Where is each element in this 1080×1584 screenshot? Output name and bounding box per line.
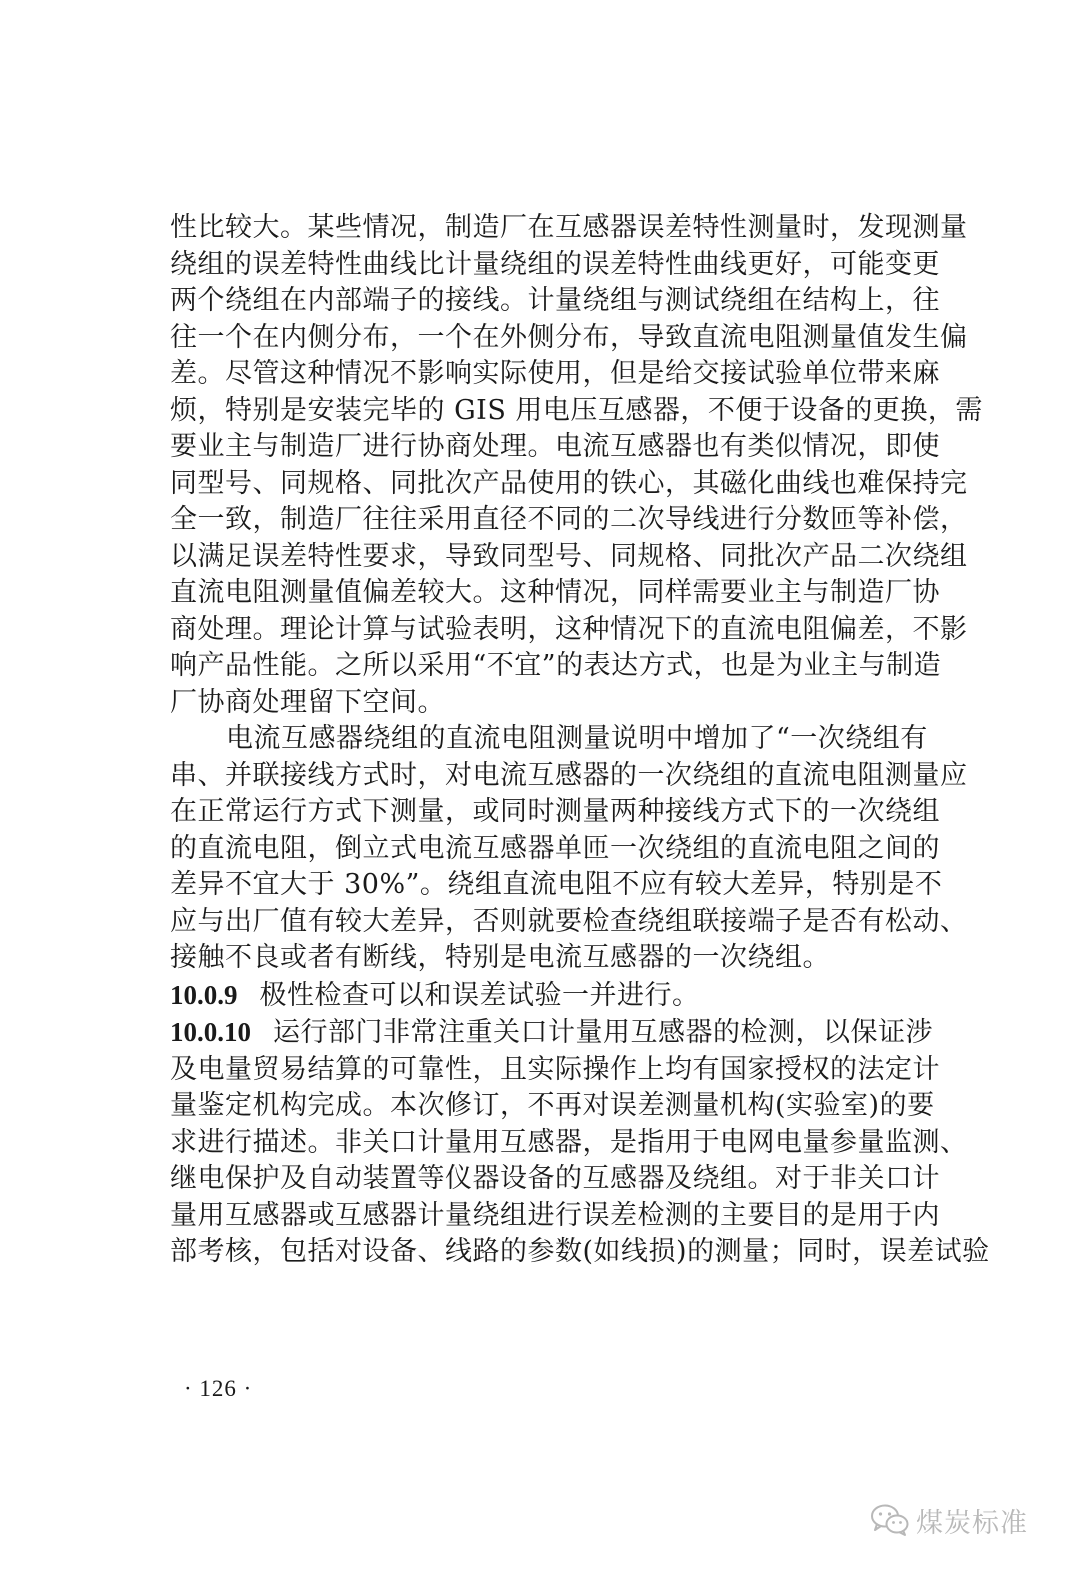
watermark-text: 煤炭标准 xyxy=(916,1507,1028,1539)
clause-text: 极性检查可以和误差试验一并进行。 xyxy=(259,979,700,1011)
text-line: 差异不宜大于 30%”。绕组直流电阻不应有较大差异，特别是不 xyxy=(170,869,943,900)
clause-text: 运行部门非常注重关口计量用互感器的检测，以保证涉 xyxy=(273,1017,933,1048)
text-line: 求进行描述。非关口计量用互感器，是指用于电网电量参量监测、 xyxy=(170,1126,968,1158)
text-line: 继电保护及自动装置等仪器设备的互感器及绕组。对于非关口计 xyxy=(170,1163,940,1194)
text-line: 接触不良或者有断线，特别是电流互感器的一次绕组。 xyxy=(170,942,830,973)
text-line: 烦，特别是安装完毕的 GIS 用电压互感器，不便于设备的更换，需 xyxy=(170,394,983,426)
clause-10-0-10 xyxy=(170,1014,933,1052)
text-line: 往一个在内侧分布，一个在外侧分布，导致直流电阻测量值发生偏 xyxy=(170,321,968,353)
text-line: 在正常运行方式下测量，或同时测量两种接线方式下的一次绕组 xyxy=(170,796,940,827)
text-line: 量鉴定机构完成。本次修订，不再对误差测量机构(实验室)的要 xyxy=(170,1090,935,1121)
text-line: 差。尽管这种情况不影响实际使用，但是给交接试验单位带来麻 xyxy=(170,358,940,389)
text-line: 商处理。理论计算与试验表明，这种情况下的直流电阻偏差，不影 xyxy=(170,613,968,645)
text-line: 直流电阻测量值偏差较大。这种情况，同样需要业主与制造厂协 xyxy=(170,577,940,608)
clause-number: 10.0.9 xyxy=(170,979,238,1010)
text-line: 的直流电阻，倒立式电流互感器单匝一次绕组的直流电阻之间的 xyxy=(170,832,940,864)
text-line: 及电量贸易结算的可靠性，且实际操作上均有国家授权的法定计 xyxy=(170,1053,940,1085)
clause-number: 10.0.10 xyxy=(170,1017,251,1047)
text-line: 响产品性能。之所以采用“不宜”的表达方式，也是为业主与制造 xyxy=(170,650,942,681)
text-line: 应与出厂值有较大差异，否则就要检查绕组联接端子是否有松动、 xyxy=(170,905,968,937)
page-number: · 126 · xyxy=(184,1376,253,1401)
watermark xyxy=(870,1500,1028,1540)
text-line: 同型号、同规格、同批次产品使用的铁心，其磁化曲线也难保持完 xyxy=(170,467,968,499)
text-line: 以满足误差特性要求，导致同型号、同规格、同批次产品二次绕组 xyxy=(170,540,968,572)
paragraph-first-line: 电流互感器绕组的直流电阻测量说明中增加了“一次绕组有 xyxy=(226,723,928,754)
text-line: 要业主与制造厂进行协商处理。电流互感器也有类似情况，即使 xyxy=(170,431,940,462)
text-line: 两个绕组在内部端子的接线。计量绕组与测试绕组在结构上，往 xyxy=(170,285,940,316)
text-line: 串、并联接线方式时，对电流互感器的一次绕组的直流电阻测量应 xyxy=(170,759,968,791)
wechat-icon xyxy=(870,1503,910,1537)
text-line: 厂协商处理留下空间。 xyxy=(170,686,445,718)
text-line: 性比较大。某些情况，制造厂在互感器误差特性测量时，发现测量 xyxy=(170,212,968,243)
body-text xyxy=(170,210,990,1271)
text-line: 绕组的误差特性曲线比计量绕组的误差特性曲线更好，可能变更 xyxy=(170,248,940,280)
text-line: 量用互感器或互感器计量绕组进行误差检测的主要目的是用于内 xyxy=(170,1199,940,1231)
clause-10-0-9 xyxy=(170,977,915,1015)
text-line: 全一致，制造厂往往采用直径不同的二次导线进行分数匝等补偿， xyxy=(170,504,968,535)
text-line: 部考核，包括对设备、线路的参数(如线损)的测量；同时，误差试验 xyxy=(170,1236,990,1267)
